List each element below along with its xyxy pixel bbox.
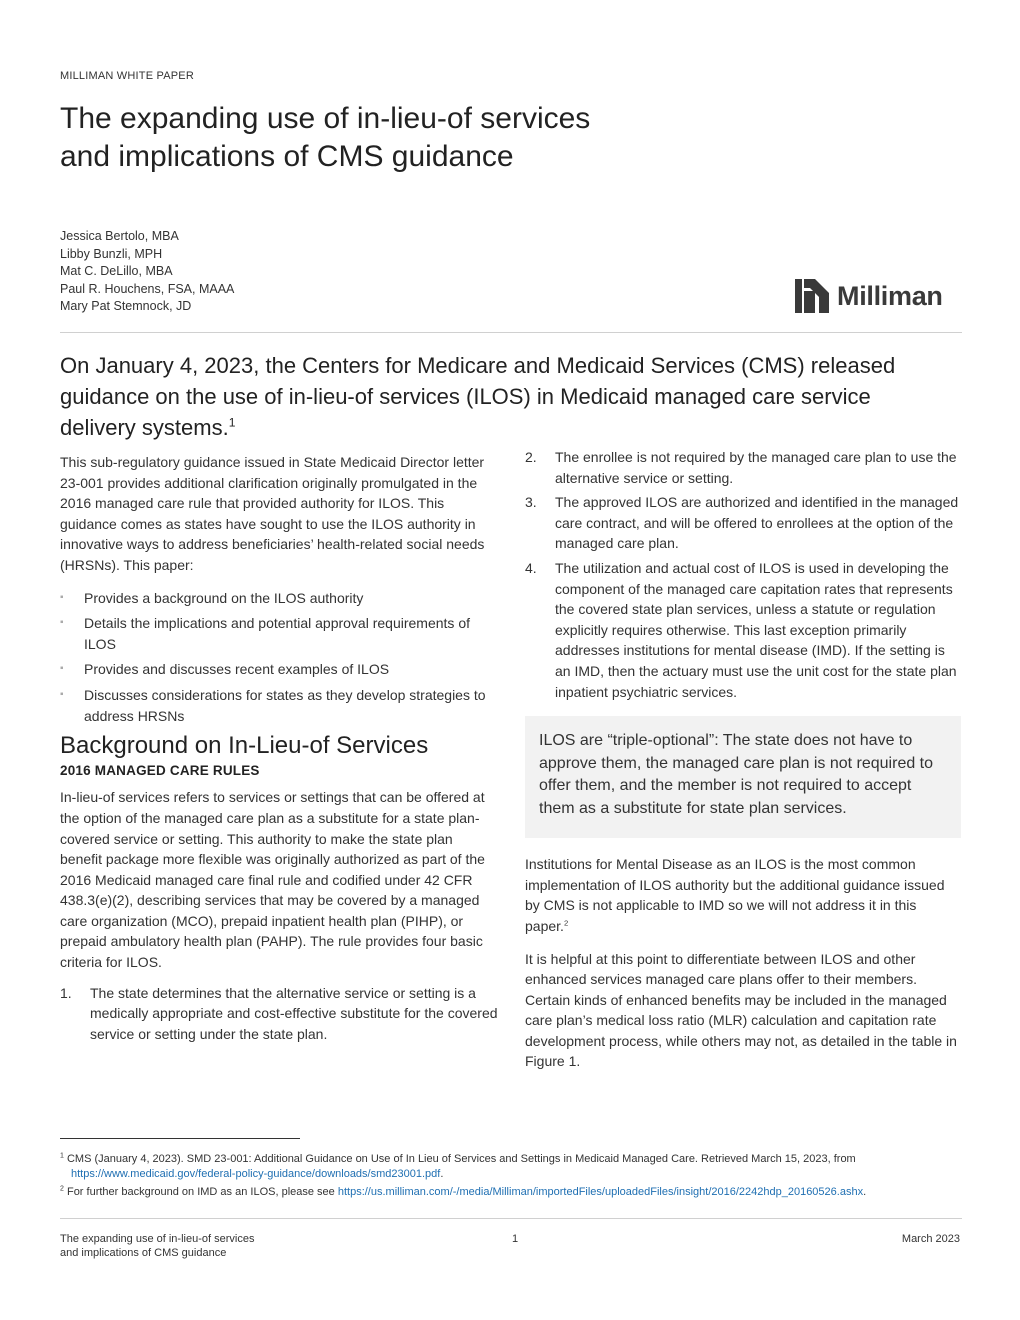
callout-box: ILOS are “triple-optional”: The state does not have to approve them, the managed care plan is not required to offer them, and the member is not required to accept them as a substitute for state plan services. (525, 716, 961, 838)
intro-paragraph: This sub-regulatory guidance issued in State Medicaid Director letter 23-001 provides additional clarification originally promulgated in the 2016 managed care rule that provided authority for ILOS. This guidance comes as states have sought to use the ILOS authority in innovative ways to address beneficiaries’ health-related social needs (HRSNs). This paper: (60, 454, 485, 573)
author: Libby Bunzli, MPH (60, 246, 163, 261)
list-item (525, 492, 961, 554)
header-divider (60, 332, 962, 333)
footnote-number: 1 (60, 1152, 64, 1160)
logo-wordmark: Milliman (837, 280, 943, 311)
page-number: 1 (511, 1233, 519, 1245)
footer-date: March 2023 (901, 1233, 960, 1245)
footnote-number: 2 (60, 1185, 64, 1193)
title-line-2: and implications of CMS guidance (60, 140, 514, 173)
footnote-2: $^2$ For further background on IMD as an ILOS, please see https://us.milliman.com/-/media/Milliman/importedFiles/uploadedFiles/insight/2016/2242hdp_20160526.ashx. (60, 1185, 867, 1198)
footnote-link[interactable]: https://www.medicaid.gov/federal-policy-guidance/downloads/smd23001.pdf (71, 1168, 441, 1180)
body-paragraph (525, 854, 961, 936)
title-line-1: The expanding use of in-lieu-of services (60, 102, 591, 135)
body-paragraph: It is helpful at this point to differentiate between ILOS and other enhanced services managed care plans offer to their members. Certain kinds of enhanced benefits may be included in the managed care plan’s medical loss ratio (MLR) calculation and capitation rate development process, while others may not, as detailed in the table in Figure 1. (525, 950, 957, 1070)
footnote-divider (60, 1138, 300, 1139)
author: Mat C. DeLillo, MBA (60, 264, 173, 278)
list-number: 2. (525, 449, 537, 465)
body-paragraph: In-lieu-of services refers to services or settings that can be offered at the option of the managed care plan as a substitute for a state plan-covered service or setting. This authority to make the state plan benefit package more flexible was originally authorized as part of the 2016 Medicaid managed care final rule and codified under 42 CFR 438.3(e)(2), describing services that may be covered by a managed care organization (MCO), prepaid inpatient health plan (PIHP), or prepaid ambulatory health plan (PAHP). The rule provides four basic criteria for ILOS. (60, 789, 485, 971)
author: Paul R. Houchens, FSA, MAAA (60, 281, 235, 296)
list-item (525, 447, 961, 488)
footer-title-line-1: The expanding use of in-lieu-of services (60, 1233, 255, 1245)
footnote-text: CMS (January 4, 2023). SMD 23-001: Additional Guidance on Use of In Lieu of Services and Settings in Medicaid Managed Care. Retrieved March 15, 2023, from (66, 1153, 856, 1165)
footnote-1: $^1$ CMS (January 4, 2023). SMD 23-001: Additional Guidance on Use of In Lieu of Services and Settings in Medicaid Managed Care. Retrieved March 15, 2023, from https://www.medicaid.gov/federal-policy-guidance/downloads/smd23001.pdf. (60, 1152, 856, 1180)
section-heading: Background on In-Lieu-of Services (60, 732, 429, 760)
left-column (60, 452, 498, 1048)
list-number: 1. (60, 984, 72, 1001)
list-number: 4. (525, 559, 537, 576)
list-text: The utilization and actual cost of ILOS is used in developing the component of the managed care capitation rates that represents the covered state plan services, unless a statute or regulation explicitly requires otherwise. This last exception primarily addresses institutions for mental disease (IMD). If the setting is an IMD, then the actuary must use the unit cost for the state plan inpatient psychiatric services. (555, 559, 957, 700)
list-text: The enrollee is not required by the managed care plan to use the alternative service or setting. (555, 449, 957, 486)
list-item: ▪ Details the implications and potential approval requirements of ILOS (60, 613, 498, 654)
list-number: 3. (525, 494, 537, 511)
list-item (525, 558, 961, 702)
lead-paragraph (60, 350, 920, 443)
author: Jessica Bertolo, MBA (60, 229, 179, 243)
document-title (60, 100, 590, 176)
criteria-list (60, 983, 498, 1045)
milliman-logo-icon (795, 279, 829, 313)
list-text: The state determines that the alternative service or setting is a medically appropriate and cost-effective substitute for the covered service or setting under the state plan. (90, 984, 498, 1042)
footnote-link[interactable]: https://us.milliman.com/-/media/Milliman/importedFiles/uploadedFiles/insight/2016/2242hdp_20160526.ashx (337, 1186, 864, 1198)
list-item: ▪ Provides a background on the ILOS authority (60, 588, 498, 609)
lead-text: On January 4, 2023, the Centers for Medicare and Medicaid Services (CMS) released guidance on the use of in-lieu-of services (ILOS) in Medicaid managed care service delivery systems. (60, 353, 896, 440)
document-kicker: MILLIMAN WHITE PAPER (60, 70, 194, 82)
milliman-logo (795, 278, 965, 314)
list-item: ▪ Discusses considerations for states as they develop strategies to address HRSNs (60, 685, 498, 726)
list-item (60, 983, 498, 1045)
summary-bullets (60, 588, 498, 727)
list-item: ▪ Provides and discusses recent examples of ILOS (60, 659, 498, 680)
author: Mary Pat Stemnock, JD (60, 299, 192, 313)
footer-title-line-2: and implications of CMS guidance (60, 1247, 227, 1259)
footer-title (60, 1232, 254, 1260)
list-text: The approved ILOS are authorized and identified in the managed care contract, and will be offered to enrollees at the option of the managed care plan. (555, 494, 959, 552)
right-column (525, 447, 961, 1080)
footnote-ref[interactable]: 1 (228, 415, 236, 430)
footnote-text: For further background on IMD as an ILOS, please see (66, 1186, 335, 1198)
criteria-list-continued (525, 447, 961, 702)
paragraph-text: Institutions for Mental Disease as an ILOS is the most common implementation of ILOS authority but the additional guidance issued by CMS is not applicable to IMD so we will not address it in this paper. (525, 856, 945, 934)
footnote-ref[interactable]: 2 (563, 918, 569, 928)
subsection-heading: 2016 MANAGED CARE RULES (60, 762, 260, 778)
author-list (60, 228, 234, 316)
footer-divider (60, 1218, 962, 1219)
